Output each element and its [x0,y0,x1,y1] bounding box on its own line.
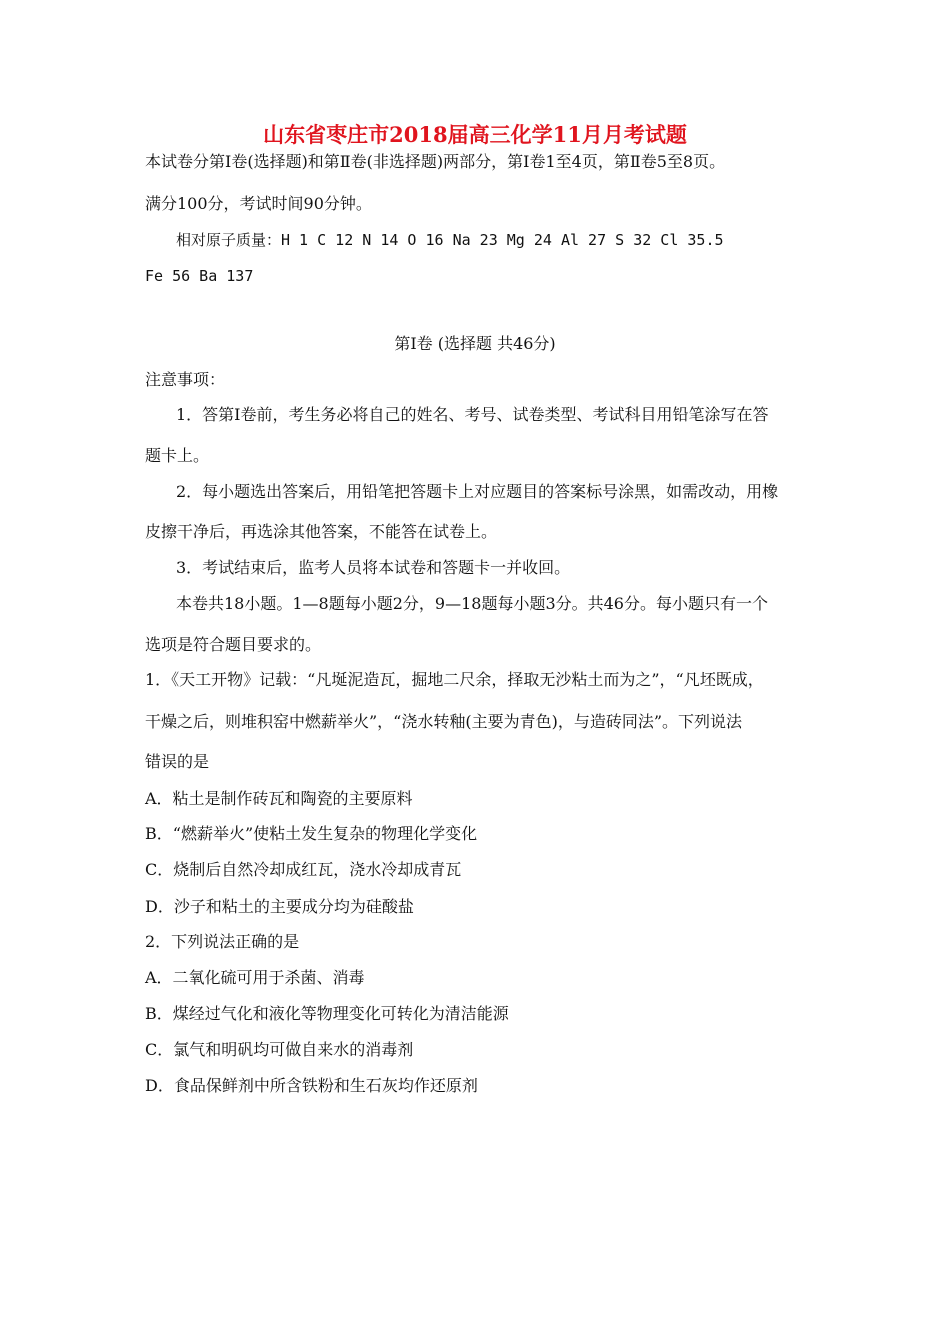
question-2-option-a: A．二氧化硫可用于杀菌、消毒 [145,968,365,987]
note-2-line-1: 2．每小题选出答案后，用铅笔把答题卡上对应题目的答案标号涂黑，如需改动，用橡 [176,482,779,501]
note-1-line-2: 题卡上。 [145,446,210,465]
section-heading: 第Ⅰ卷 (选择题 共46分) [394,334,556,353]
note-1-line-1: 1．答第Ⅰ卷前，考生务必将自己的姓名、考号、试卷类型、考试科目用铅笔涂写在答 [176,405,769,424]
question-1-stem-line-2: 干燥之后，则堆积窑中燃薪举火”，“浇水转釉(主要为青色)，与造砖同法”。下列说法 [145,712,743,731]
atomic-mass-line-2: Fe 56 Ba 137 [145,267,254,285]
question-1-stem-line-3: 错误的是 [145,752,210,771]
atomic-mass-line-1: 相对原子质量：H 1 C 12 N 14 O 16 Na 23 Mg 24 Al 27 S 32 Cl 35.5 [176,231,724,249]
question-1-option-a: A．粘土是制作砖瓦和陶瓷的主要原料 [145,789,413,808]
exam-title: 山东省枣庄市2018届高三化学11月月考试题 [263,122,687,147]
notes-heading: 注意事项： [145,370,226,389]
note-3: 3．考试结束后，监考人员将本试卷和答题卡一并收回。 [176,558,571,577]
intro-line-2: 满分100分，考试时间90分钟。 [145,194,372,213]
question-2-option-c: C．氯气和明矾均可做自来水的消毒剂 [145,1040,414,1059]
scoring-line-1: 本卷共18小题。1—8题每小题2分，9—18题每小题3分。共46分。每小题只有一个 [176,594,768,613]
question-1-option-d: D．沙子和粘土的主要成分均为硅酸盐 [145,897,414,916]
question-2-option-b: B．煤经过气化和液化等物理变化可转化为清洁能源 [145,1004,509,1023]
question-1-option-b: B．“燃薪举火”使粘土发生复杂的物理化学变化 [145,824,478,843]
question-1-stem-line-1: 1．《天工开物》记载：“凡埏泥造瓦，掘地二尺余，择取无沙粘土而为之”，“凡坯既成， [145,670,764,689]
intro-line-1: 本试卷分第Ⅰ卷(选择题)和第Ⅱ卷(非选择题)两部分，第Ⅰ卷1至4页，第Ⅱ卷5至8页。 [145,152,726,171]
note-2-line-2: 皮擦干净后，再选涂其他答案，不能答在试卷上。 [145,522,498,541]
question-1-option-c: C．烧制后自然冷却成红瓦，浇水冷却成青瓦 [145,860,462,879]
scoring-line-2: 选项是符合题目要求的。 [145,635,322,654]
question-2-option-d: D．食品保鲜剂中所含铁粉和生石灰均作还原剂 [145,1076,478,1095]
question-2-stem: 2．下列说法正确的是 [145,932,300,951]
